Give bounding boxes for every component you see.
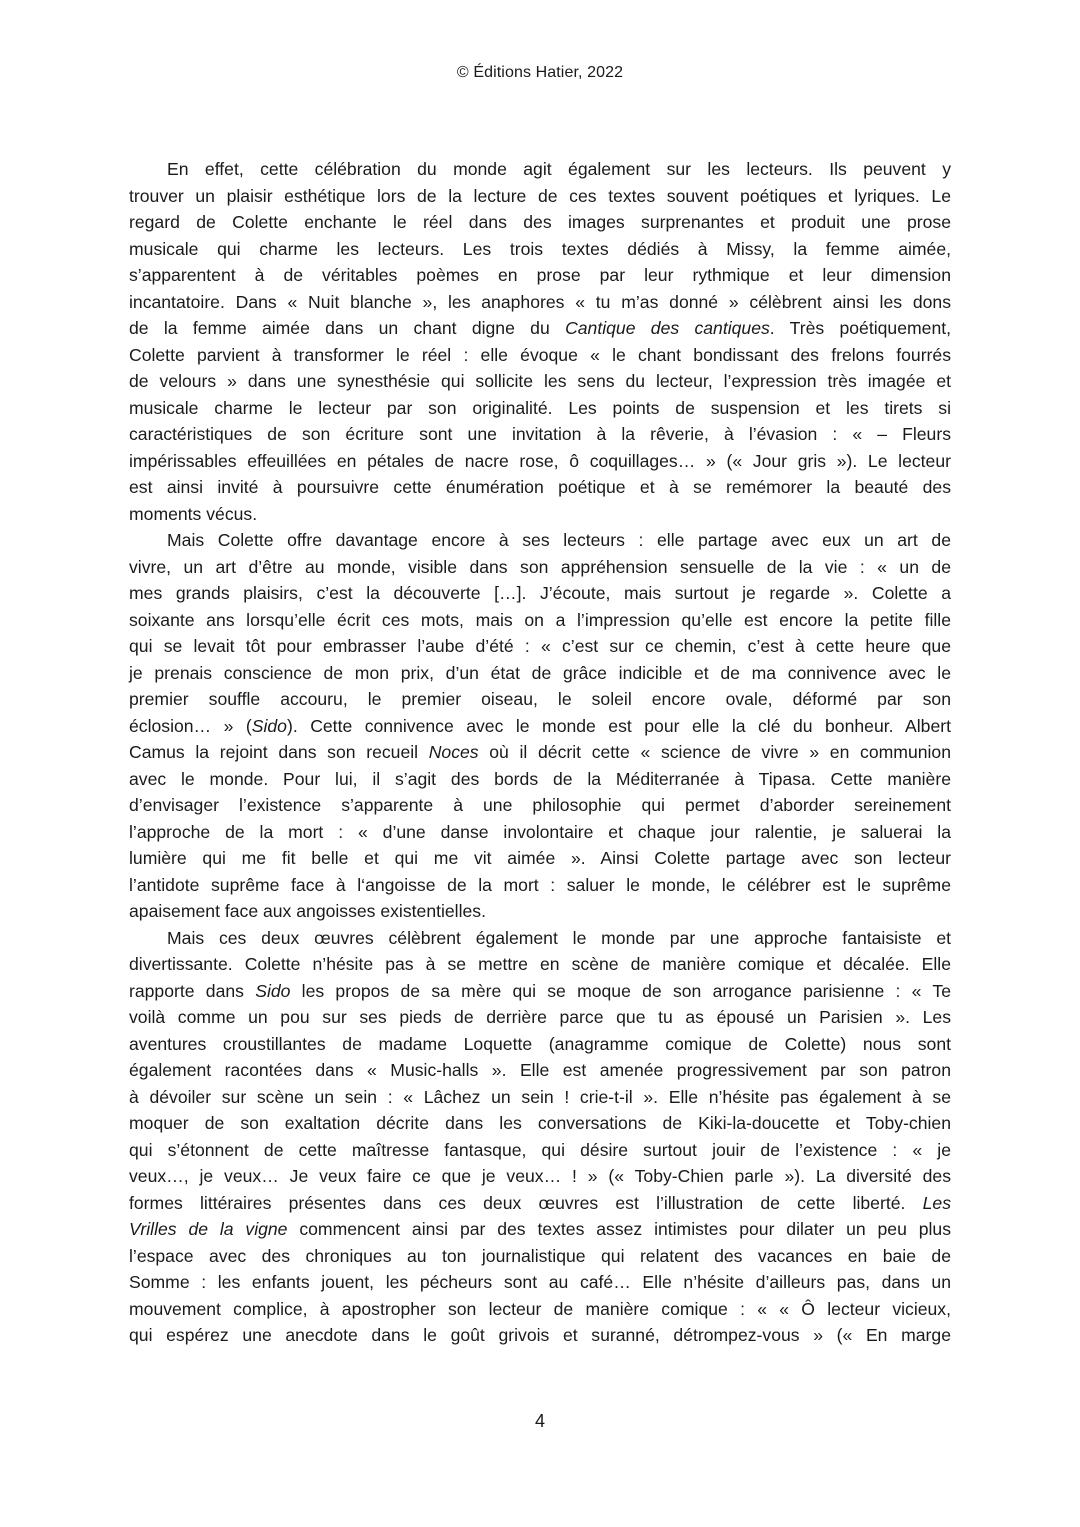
text-line: Colette parvient à transformer le réel : elle évoque « le chant bondissant des frelons fourrés <box>129 344 951 365</box>
text-line: vivre, un art d’être au monde, visible dans son appréhension sensuelle de la vie : « un de <box>129 556 951 577</box>
paragraph <box>129 925 951 1349</box>
text-line: l’approche de la mort : « d’une danse involontaire et chaque jour ralentie, je saluerai la <box>129 821 951 842</box>
text-line: mes grands plaisirs, c’est la découverte […]. J’écoute, mais surtout je regarde ». Colette a <box>129 583 951 603</box>
text-line: caractéristiques de son écriture sont une invitation à la rêverie, à l’évasion : « – Fleurs <box>129 424 951 444</box>
italic-title: Les <box>922 1192 951 1213</box>
text-line: d’envisager l’existence s’apparente à une philosophie qui permet d’aborder sereinement <box>129 795 951 815</box>
text-line: soixante ans lorsqu’elle écrit ces mots, mais on a l’impression qu’elle est encore la petite fille <box>129 609 951 630</box>
italic-title: Noces <box>428 742 479 762</box>
text-line: qui espérez une anecdote dans le goût grivois et suranné, détrompez-vous » (« En marge <box>129 1325 951 1345</box>
text-line: Mais Colette offre davantage encore à ses lecteurs : elle partage avec eux un art de <box>167 530 951 550</box>
text-line: premier souffle accouru, le premier oiseau, le soleil encore ovale, déformé par son <box>129 689 951 709</box>
text-line: mouvement complice, à apostropher son lecteur de manière comique : « « Ô lecteur vicieux, <box>129 1298 951 1319</box>
text-line: est ainsi invité à poursuivre cette énumération poétique et à se remémorer la beauté des <box>129 477 951 497</box>
text-line: Vrilles de la vigne commencent ainsi par des textes assez intimistes pour dilater un peu plus <box>129 1219 951 1239</box>
text-line: incantatoire. Dans « Nuit blanche », les anaphores « tu m’as donné » célèbrent ainsi les dons <box>129 291 951 312</box>
text-line: l’espace avec des chroniques au ton journalistique qui relatent des vacances en baie de <box>129 1245 951 1266</box>
text-line: l’antidote suprême face à l‘angoisse de la mort : saluer le monde, le célébrer est le suprême <box>129 874 951 895</box>
text-line: Mais ces deux œuvres célèbrent également le monde par une approche fantaisiste et <box>167 927 951 948</box>
italic-title: Vrilles de la vigne <box>129 1219 288 1239</box>
text-line: de la femme aimée dans un chant digne du Cantique des cantiques. Très poétiquement, <box>129 318 951 338</box>
text-line: formes littéraires présentes dans ces deux œuvres est l’illustration de cette liberté. Les <box>129 1192 951 1213</box>
page-number: 4 <box>534 1411 545 1431</box>
text-line: éclosion… » (Sido). Cette connivence avec le monde est pour elle la clé du bonheur. Albert <box>129 715 951 736</box>
text-line: Somme : les enfants jouent, les pécheurs sont au café… Elle n’hésite d’ailleurs pas, dans un <box>129 1272 951 1292</box>
text-line: rapporte dans Sido les propos de sa mère qui se moque de son arrogance parisienne : « Te <box>129 980 951 1001</box>
text-line: à dévoiler sur scène un sein : « Lâchez un sein ! crie-t-il ». Elle n’hésite pas également à se <box>129 1086 951 1107</box>
paragraph <box>129 156 951 527</box>
text-line: qui se levait tôt pour embrasser l’aube d’été : « c’est sur ce chemin, c’est à cette heure que <box>129 636 951 656</box>
italic-title: Sido <box>251 715 287 736</box>
text-line: apaisement face aux angoisses existentielles. <box>129 901 486 921</box>
text-line: qui s’étonnent de cette maîtresse fantasque, qui désire surtout jouir de l’existence : « je <box>129 1139 951 1160</box>
text-line: lumière qui me fit belle et qui me vit aimée ». Ainsi Colette partage avec son lecteur <box>129 848 951 868</box>
text-line: s’apparentent à de véritables poèmes en prose par leur rythmique et leur dimension <box>129 265 951 285</box>
text-line: avec le monde. Pour lui, il s’agit des bords de la Méditerranée à Tipasa. Cette manière <box>129 768 951 789</box>
text-line: aventures croustillantes de madame Loquette (anagramme comique de Colette) nous sont <box>129 1033 951 1054</box>
text-line: je prenais conscience de mon prix, d’un état de grâce indicible et de ma connivence avec le <box>129 662 951 683</box>
text-line: trouver un plaisir esthétique lors de la lecture de ces textes souvent poétiques et lyriques. Le <box>129 185 951 206</box>
text-line: En effet, cette célébration du monde agit également sur les lecteurs. Ils peuvent y <box>167 159 951 179</box>
text-line: voilà comme un pou sur ses pieds de derrière parce que tu as épousé un Parisien ». Les <box>129 1007 951 1027</box>
text-line: regard de Colette enchante le réel dans des images surprenantes et produit une prose <box>129 212 951 232</box>
text-line: musicale charme le lecteur par son originalité. Les points de suspension et les tirets si <box>129 397 951 418</box>
text-line: moments vécus. <box>129 503 258 524</box>
text-line: Camus la rejoint dans son recueil Noces où il décrit cette « science de vivre » en communion <box>129 742 951 762</box>
italic-title: Sido <box>255 980 291 1001</box>
page-header-copyright: © Éditions Hatier, 2022 <box>456 64 624 81</box>
text-line: également racontées dans « Music-halls ». Elle est amenée progressivement par son patron <box>129 1060 951 1080</box>
text-line: impérissables effeuillées en pétales de nacre rose, ô coquillages… » (« Jour gris »). Le lecteur <box>129 450 951 471</box>
text-line: divertissante. Colette n’hésite pas à se mettre en scène de manière comique et décalée. Elle <box>129 954 951 974</box>
text-line: moquer de son exaltation décrite dans les conversations de Kiki-la-doucette et Toby-chien <box>129 1113 951 1133</box>
text-line: veux…, je veux… Je veux faire ce que je veux… ! » (« Toby-Chien parle »). La diversité des <box>129 1166 951 1186</box>
paragraph <box>129 527 951 925</box>
text-line: musicale qui charme les lecteurs. Les trois textes dédiés à Missy, la femme aimée, <box>129 238 951 259</box>
text-line: de velours » dans une synesthésie qui sollicite les sens du lecteur, l’expression très imagée et <box>129 371 951 391</box>
italic-title: Cantique des cantiques <box>565 318 770 338</box>
body-text <box>129 156 951 1349</box>
